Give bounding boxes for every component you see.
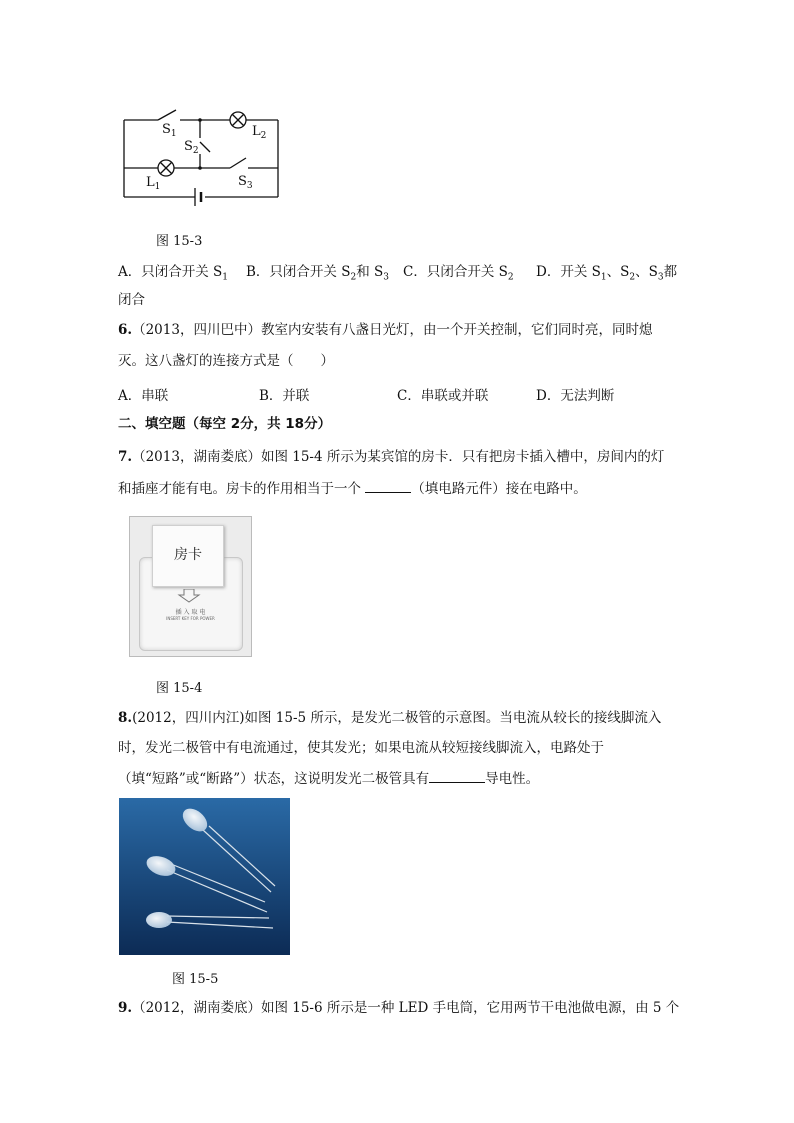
q6-line-1: 6.（2013，四川巴中）教室内安装有八盏日光灯，由一个开关控制，它们同时亮，同时熄 [118, 322, 653, 338]
q5-option-b: B．只闭合开关 $S_2$和 $S_3$ [246, 264, 389, 283]
room-card [152, 525, 224, 587]
section-heading: 二、填空题（每空 2分，共 18分） [118, 416, 332, 432]
q5-option-d-continued: 闭合 [118, 292, 145, 308]
q9-line-1: 9.（2012，湖南娄底）如图 15-6 所示是一种 LED 手电筒，它用两节干电池做电源，由 5 个 [118, 1000, 680, 1016]
q8-line-2: 时，发光二极管中有电流通过，使其发光；如果电流从较短接线脚流入，电路处于 [118, 740, 604, 756]
label-s3: $S_3$ [238, 174, 253, 191]
q6-line-2: 灭。这八盏灯的连接方式是（ ） [118, 353, 334, 369]
q8-blank[interactable] [429, 768, 485, 783]
circuit-diagram [118, 100, 288, 215]
q7-line-1: 7.（2013，湖南娄底）如图 15-4 所示为某宾馆的房卡．只有把房卡插入槽中，房间内的灯 [118, 449, 665, 465]
q8-line-1: 8.(2012，四川内江)如图 15-5 所示，是发光二极管的示意图。当电流从较长的接线脚流入 [118, 710, 662, 726]
caption-fig-15-3: 图 15-3 [156, 234, 203, 249]
q5-option-c: C．只闭合开关 $S_2$ [403, 264, 514, 283]
label-s1: $S_1$ [162, 122, 177, 139]
q5-option-a: A．只闭合开关 $S_1$ [118, 264, 229, 283]
led-photo [119, 798, 290, 955]
label-l1: $L_1$ [146, 175, 161, 192]
slot-text-cn: 插 入 取 电 [175, 609, 206, 616]
insert-arrow-icon [177, 589, 201, 603]
q7-blank[interactable] [365, 478, 411, 493]
room-card-photo [129, 516, 252, 657]
slot-text-en: INSERT KEY FOR POWER [166, 616, 215, 621]
q6-option-a: A．串联 [118, 388, 169, 404]
q5-option-d: D．开关 $S_1$、$S_2$、$S_3$都 [536, 264, 678, 283]
q6-option-c: C．串联或并联 [397, 388, 489, 404]
led-3 [146, 912, 172, 928]
caption-fig-15-5: 图 15-5 [172, 972, 219, 987]
q6-option-d: D．无法判断 [536, 388, 615, 404]
q8-line-3: （填“短路”或“断路”）状态，这说明发光二极管具有 导电性。 [118, 768, 539, 789]
card-label: 房卡 [174, 547, 202, 563]
q6-option-b: B．并联 [259, 388, 310, 404]
label-s2: $S_2$ [184, 139, 199, 156]
label-l2: $L_2$ [252, 124, 267, 141]
q7-line-2: 和插座才能有电。房卡的作用相当于一个 （填电路元件）接在电路中。 [118, 478, 587, 499]
caption-fig-15-4: 图 15-4 [156, 681, 203, 696]
